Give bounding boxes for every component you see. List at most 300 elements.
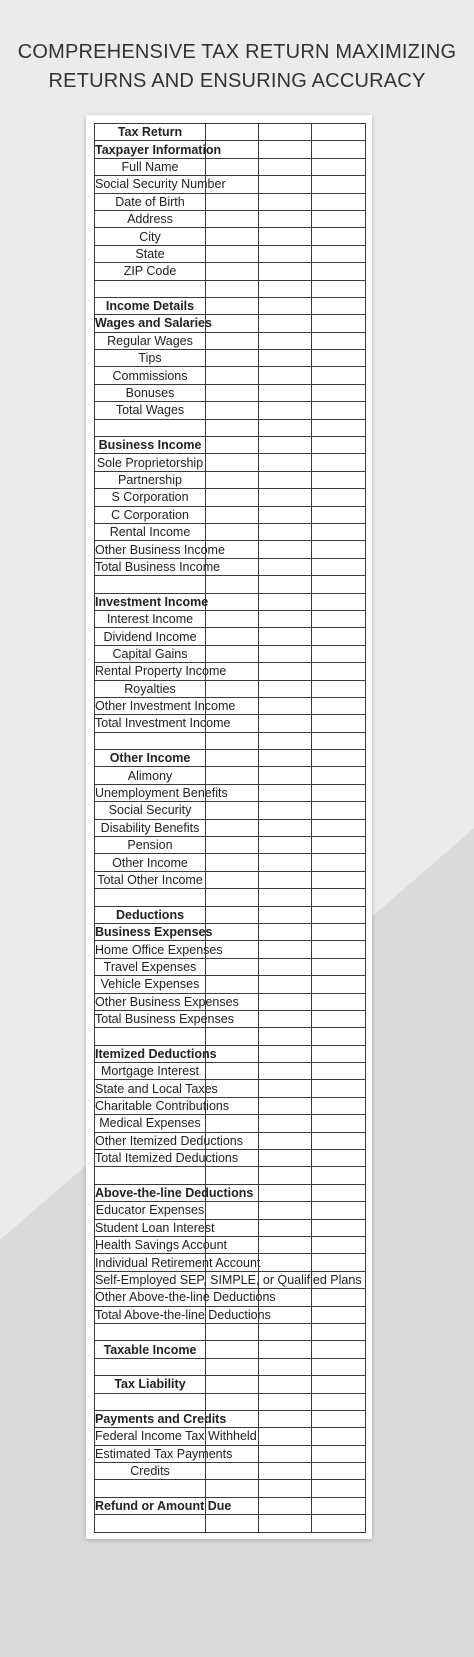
value-cell-2[interactable] [259,1028,312,1045]
value-cell-2[interactable] [259,454,312,471]
value-cell-2[interactable] [259,715,312,732]
value-cell-1[interactable] [206,245,259,262]
value-cell-2[interactable] [259,245,312,262]
value-cell-3[interactable] [312,1219,366,1236]
label-cell[interactable]: Self-Employed SEP, SIMPLE, or Qualified Plans [95,1272,362,1287]
value-cell-1[interactable] [206,280,259,297]
label-cell[interactable]: Other Business Expenses [95,994,239,1009]
value-cell-2[interactable] [259,767,312,784]
value-cell-1[interactable] [206,506,259,523]
value-cell-2[interactable] [259,506,312,523]
label-cell[interactable]: Tips [95,350,206,367]
value-cell-3[interactable] [312,1323,366,1340]
value-cell-2[interactable] [259,402,312,419]
label-cell[interactable]: Capital Gains [95,645,206,662]
label-cell[interactable]: Total Itemized Deductions [95,1151,239,1166]
value-cell-3[interactable] [312,1237,366,1254]
value-cell-2[interactable] [259,941,312,958]
value-cell-2[interactable] [259,784,312,801]
label-cell[interactable]: Date of Birth [95,193,206,210]
value-cell-2[interactable] [259,680,312,697]
value-cell-3[interactable] [312,802,366,819]
value-cell-3[interactable] [312,889,366,906]
value-cell-2[interactable] [259,819,312,836]
value-cell-3[interactable] [312,558,366,575]
table-row [95,871,366,888]
label-cell[interactable] [95,576,206,593]
value-cell-1[interactable] [206,1393,259,1410]
label-cell[interactable]: Full Name [95,158,206,175]
value-cell-2[interactable] [259,1010,312,1027]
value-cell-1[interactable] [206,1341,259,1358]
value-cell-3[interactable] [312,750,366,767]
label-cell[interactable]: Total Investment Income [95,716,231,731]
value-cell-3[interactable] [312,1045,366,1062]
value-cell-3[interactable] [312,610,366,627]
label-cell[interactable]: Total Business Expenses [95,1012,234,1027]
value-cell-3[interactable] [312,1515,366,1532]
value-cell-2[interactable] [259,663,312,680]
label-cell[interactable]: Health Savings Account [95,1238,228,1253]
value-cell-1[interactable] [206,906,259,923]
value-cell-2[interactable] [259,837,312,854]
section-heading-cell[interactable]: Other Income [95,750,206,767]
value-cell-3[interactable] [312,1393,366,1410]
value-cell-1[interactable] [206,471,259,488]
label-cell[interactable]: Mortgage Interest [95,1063,206,1080]
label-cell[interactable]: Regular Wages [95,332,206,349]
value-cell-1[interactable] [206,593,259,610]
value-cell-2[interactable] [259,976,312,993]
section-heading-cell[interactable]: Itemized Deductions [95,1046,217,1061]
value-cell-2[interactable] [259,367,312,384]
section-heading-cell[interactable]: Investment Income [95,594,209,609]
section-heading-cell[interactable]: Wages and Salaries [95,316,212,331]
value-cell-1[interactable] [206,1115,259,1132]
value-cell-3[interactable] [312,1080,366,1097]
value-cell-2[interactable] [259,1323,312,1340]
section-heading-cell[interactable]: Refund or Amount Due [95,1499,232,1514]
section-heading-cell[interactable]: Tax Liability [95,1376,206,1393]
value-cell-1[interactable] [206,402,259,419]
label-cell[interactable] [95,1323,206,1340]
value-cell-2[interactable] [259,576,312,593]
value-cell-3[interactable] [312,124,366,141]
value-cell-2[interactable] [259,889,312,906]
value-cell-3[interactable] [312,297,366,314]
label-cell[interactable]: Other Income [95,854,206,871]
value-cell-2[interactable] [259,1445,312,1462]
value-cell-2[interactable] [259,1254,312,1271]
value-cell-3[interactable] [312,1428,366,1445]
label-cell[interactable] [95,419,206,436]
value-cell-2[interactable] [259,628,312,645]
value-cell-3[interactable] [312,732,366,749]
value-cell-2[interactable] [259,124,312,141]
value-cell-3[interactable] [312,158,366,175]
label-cell[interactable]: Total Wages [95,402,206,419]
label-cell[interactable] [95,732,206,749]
label-cell[interactable]: Home Office Expenses [95,942,223,957]
label-cell[interactable]: Student Loan Interest [95,1220,215,1235]
value-cell-2[interactable] [259,437,312,454]
label-cell[interactable] [95,1358,206,1375]
value-cell-3[interactable] [312,419,366,436]
value-cell-3[interactable] [312,489,366,506]
value-cell-1[interactable] [206,837,259,854]
value-cell-2[interactable] [259,1515,312,1532]
section-heading-cell[interactable]: Business Income [95,437,206,454]
label-cell[interactable]: Other Business Income [95,542,225,557]
value-cell-2[interactable] [259,280,312,297]
value-cell-1[interactable] [206,228,259,245]
label-cell[interactable]: C Corporation [95,506,206,523]
section-heading-cell[interactable]: Taxpayer Information [95,142,222,157]
value-cell-2[interactable] [259,471,312,488]
value-cell-3[interactable] [312,1341,366,1358]
value-cell-1[interactable] [206,367,259,384]
value-cell-3[interactable] [312,993,366,1010]
value-cell-3[interactable] [312,350,366,367]
label-cell[interactable]: Social Security [95,802,206,819]
value-cell-3[interactable] [312,384,366,401]
value-cell-3[interactable] [312,576,366,593]
value-cell-2[interactable] [259,923,312,940]
label-cell[interactable]: Sole Proprietorship [95,454,206,471]
value-cell-1[interactable] [206,889,259,906]
value-cell-2[interactable] [259,1237,312,1254]
table-row [95,1184,366,1201]
label-cell[interactable]: Total Other Income [95,871,206,888]
section-heading-cell[interactable]: Tax Return [95,124,206,141]
value-cell-3[interactable] [312,471,366,488]
value-cell-2[interactable] [259,1202,312,1219]
value-cell-2[interactable] [259,854,312,871]
value-cell-1[interactable] [206,350,259,367]
value-cell-2[interactable] [259,1410,312,1427]
value-cell-2[interactable] [259,141,312,158]
label-cell[interactable]: ZIP Code [95,263,206,280]
value-cell-3[interactable] [312,1463,366,1480]
value-cell-1[interactable] [206,819,259,836]
value-cell-2[interactable] [259,1167,312,1184]
value-cell-2[interactable] [259,523,312,540]
label-cell[interactable] [95,1480,206,1497]
value-cell-1[interactable] [206,645,259,662]
label-cell[interactable] [95,1167,206,1184]
value-cell-2[interactable] [259,871,312,888]
value-cell-3[interactable] [312,315,366,332]
value-cell-1[interactable] [206,419,259,436]
label-cell[interactable]: Other Investment Income [95,699,236,714]
value-cell-2[interactable] [259,419,312,436]
label-cell[interactable]: Vehicle Expenses [95,976,206,993]
value-cell-1[interactable] [206,854,259,871]
value-cell-1[interactable] [206,1167,259,1184]
label-cell[interactable]: Estimated Tax Payments [95,1446,233,1461]
value-cell-2[interactable] [259,263,312,280]
value-cell-1[interactable] [206,976,259,993]
value-cell-2[interactable] [259,558,312,575]
label-cell[interactable]: State and Local Taxes [95,1081,218,1096]
label-cell[interactable]: Charitable Contributions [95,1099,230,1114]
value-cell-2[interactable] [259,315,312,332]
value-cell-2[interactable] [259,176,312,193]
value-cell-1[interactable] [206,1202,259,1219]
label-cell[interactable]: Total Business Income [95,559,221,574]
label-cell[interactable]: City [95,228,206,245]
section-heading-cell[interactable]: Income Details [95,297,206,314]
value-cell-2[interactable] [259,1428,312,1445]
value-cell-2[interactable] [259,697,312,714]
value-cell-3[interactable] [312,941,366,958]
value-cell-2[interactable] [259,1184,312,1201]
value-cell-2[interactable] [259,610,312,627]
value-cell-3[interactable] [312,715,366,732]
value-cell-1[interactable] [206,384,259,401]
value-cell-2[interactable] [259,1045,312,1062]
label-cell[interactable]: Travel Expenses [95,958,206,975]
value-cell-3[interactable] [312,645,366,662]
value-cell-3[interactable] [312,1097,366,1114]
value-cell-1[interactable] [206,1376,259,1393]
value-cell-3[interactable] [312,854,366,871]
value-cell-1[interactable] [206,315,259,332]
value-cell-3[interactable] [312,628,366,645]
value-cell-2[interactable] [259,1341,312,1358]
label-cell[interactable]: Other Itemized Deductions [95,1133,243,1148]
table-row [95,1323,366,1340]
value-cell-2[interactable] [259,1393,312,1410]
value-cell-2[interactable] [259,297,312,314]
value-cell-3[interactable] [312,1150,366,1167]
value-cell-1[interactable] [206,1028,259,1045]
value-cell-2[interactable] [259,1115,312,1132]
value-cell-3[interactable] [312,697,366,714]
value-cell-3[interactable] [312,245,366,262]
label-cell[interactable]: Federal Income Tax Withheld [95,1429,257,1444]
table-row [95,1393,366,1410]
value-cell-1[interactable] [206,124,259,141]
section-heading-cell[interactable]: Payments and Credits [95,1412,227,1427]
value-cell-3[interactable] [312,1445,366,1462]
value-cell-3[interactable] [312,367,366,384]
value-cell-1[interactable] [206,802,259,819]
label-cell[interactable]: Unemployment Benefits [95,786,228,801]
label-cell[interactable] [95,280,206,297]
value-cell-2[interactable] [259,958,312,975]
value-cell-1[interactable] [206,1515,259,1532]
value-cell-2[interactable] [259,906,312,923]
value-cell-2[interactable] [259,158,312,175]
value-cell-2[interactable] [259,541,312,558]
value-cell-1[interactable] [206,871,259,888]
value-cell-1[interactable] [206,610,259,627]
value-cell-1[interactable] [206,628,259,645]
value-cell-3[interactable] [312,1480,366,1497]
label-cell[interactable]: Royalties [95,680,206,697]
value-cell-2[interactable] [259,193,312,210]
value-cell-2[interactable] [259,732,312,749]
value-cell-3[interactable] [312,1132,366,1149]
value-cell-2[interactable] [259,350,312,367]
value-cell-2[interactable] [259,1097,312,1114]
table-row [95,1463,366,1480]
value-cell-2[interactable] [259,1063,312,1080]
label-cell[interactable]: Rental Property Income [95,664,227,679]
label-cell[interactable]: Educator Expenses [95,1203,205,1218]
label-cell[interactable]: Address [95,210,206,227]
value-cell-2[interactable] [259,228,312,245]
value-cell-3[interactable] [312,1410,366,1427]
label-cell[interactable]: Medical Expenses [95,1115,206,1132]
value-cell-1[interactable] [206,1063,259,1080]
value-cell-1[interactable] [206,1358,259,1375]
value-cell-2[interactable] [259,1358,312,1375]
label-cell[interactable]: Bonuses [95,384,206,401]
value-cell-1[interactable] [206,158,259,175]
label-cell[interactable]: Social Security Number [95,177,226,192]
value-cell-3[interactable] [312,437,366,454]
value-cell-3[interactable] [312,1306,366,1323]
label-cell[interactable]: Individual Retirement Account [95,1255,261,1270]
value-cell-2[interactable] [259,1150,312,1167]
section-heading-cell[interactable]: Taxable Income [95,1341,206,1358]
value-cell-2[interactable] [259,1132,312,1149]
value-cell-1[interactable] [206,263,259,280]
value-cell-1[interactable] [206,297,259,314]
value-cell-2[interactable] [259,1480,312,1497]
value-cell-3[interactable] [312,193,366,210]
value-cell-1[interactable] [206,1480,259,1497]
value-cell-3[interactable] [312,784,366,801]
value-cell-2[interactable] [259,1080,312,1097]
value-cell-1[interactable] [206,923,259,940]
value-cell-2[interactable] [259,645,312,662]
label-cell[interactable]: Interest Income [95,610,206,627]
value-cell-3[interactable] [312,663,366,680]
value-cell-2[interactable] [259,993,312,1010]
value-cell-2[interactable] [259,1463,312,1480]
value-cell-3[interactable] [312,541,366,558]
value-cell-3[interactable] [312,837,366,854]
value-cell-1[interactable] [206,193,259,210]
value-cell-2[interactable] [259,210,312,227]
value-cell-1[interactable] [206,767,259,784]
label-cell[interactable] [95,889,206,906]
value-cell-3[interactable] [312,1358,366,1375]
value-cell-1[interactable] [206,437,259,454]
label-cell[interactable]: Other Above-the-line Deductions [95,1290,276,1305]
value-cell-3[interactable] [312,1202,366,1219]
value-cell-3[interactable] [312,1167,366,1184]
section-heading-cell[interactable]: Deductions [95,906,206,923]
table-row [95,541,366,558]
value-cell-2[interactable] [259,750,312,767]
value-cell-3[interactable] [312,1010,366,1027]
label-cell[interactable]: State [95,245,206,262]
value-cell-3[interactable] [312,1289,366,1306]
label-cell[interactable]: Alimony [95,767,206,784]
value-cell-3[interactable] [312,1254,366,1271]
value-cell-3[interactable] [312,402,366,419]
value-cell-3[interactable] [312,1184,366,1201]
value-cell-1[interactable] [206,680,259,697]
value-cell-1[interactable] [206,576,259,593]
value-cell-1[interactable] [206,958,259,975]
value-cell-2[interactable] [259,1219,312,1236]
value-cell-3[interactable] [312,1497,366,1514]
section-heading-cell[interactable]: Above-the-line Deductions [95,1186,254,1201]
value-cell-3[interactable] [312,263,366,280]
label-cell[interactable] [95,1028,206,1045]
value-cell-2[interactable] [259,1497,312,1514]
label-cell[interactable]: Dividend Income [95,628,206,645]
value-cell-3[interactable] [312,454,366,471]
value-cell-2[interactable] [259,384,312,401]
label-cell[interactable] [95,1393,206,1410]
value-cell-3[interactable] [312,958,366,975]
value-cell-3[interactable] [312,141,366,158]
value-cell-3[interactable] [312,680,366,697]
value-cell-3[interactable] [312,767,366,784]
value-cell-3[interactable] [312,1063,366,1080]
value-cell-3[interactable] [312,1376,366,1393]
value-cell-3[interactable] [312,976,366,993]
value-cell-3[interactable] [312,523,366,540]
value-cell-1[interactable] [206,750,259,767]
value-cell-3[interactable] [312,906,366,923]
section-heading-cell[interactable]: Business Expenses [95,925,213,940]
value-cell-1[interactable] [206,454,259,471]
label-cell[interactable]: Pension [95,837,206,854]
value-cell-3[interactable] [312,210,366,227]
value-cell-3[interactable] [312,228,366,245]
value-cell-3[interactable] [312,332,366,349]
label-cell[interactable]: S Corporation [95,489,206,506]
label-cell[interactable]: Partnership [95,471,206,488]
value-cell-1[interactable] [206,489,259,506]
value-cell-1[interactable] [206,523,259,540]
value-cell-3[interactable] [312,871,366,888]
label-cell[interactable]: Disability Benefits [95,819,206,836]
value-cell-1[interactable] [206,1463,259,1480]
value-cell-1[interactable] [206,1323,259,1340]
value-cell-3[interactable] [312,506,366,523]
label-cell[interactable]: Commissions [95,367,206,384]
value-cell-2[interactable] [259,489,312,506]
value-cell-2[interactable] [259,802,312,819]
value-cell-1[interactable] [206,210,259,227]
value-cell-3[interactable] [312,819,366,836]
value-cell-3[interactable] [312,280,366,297]
value-cell-2[interactable] [259,332,312,349]
value-cell-3[interactable] [312,923,366,940]
value-cell-1[interactable] [206,332,259,349]
value-cell-3[interactable] [312,1115,366,1132]
value-cell-1[interactable] [206,732,259,749]
value-cell-3[interactable] [312,176,366,193]
label-cell[interactable]: Total Above-the-line Deductions [95,1307,271,1322]
label-cell[interactable]: Credits [95,1463,206,1480]
value-cell-3[interactable] [312,1028,366,1045]
label-cell[interactable]: Rental Income [95,523,206,540]
value-cell-2[interactable] [259,593,312,610]
table-row [95,697,366,714]
value-cell-3[interactable] [312,593,366,610]
value-cell-2[interactable] [259,1376,312,1393]
label-cell[interactable] [95,1515,206,1532]
